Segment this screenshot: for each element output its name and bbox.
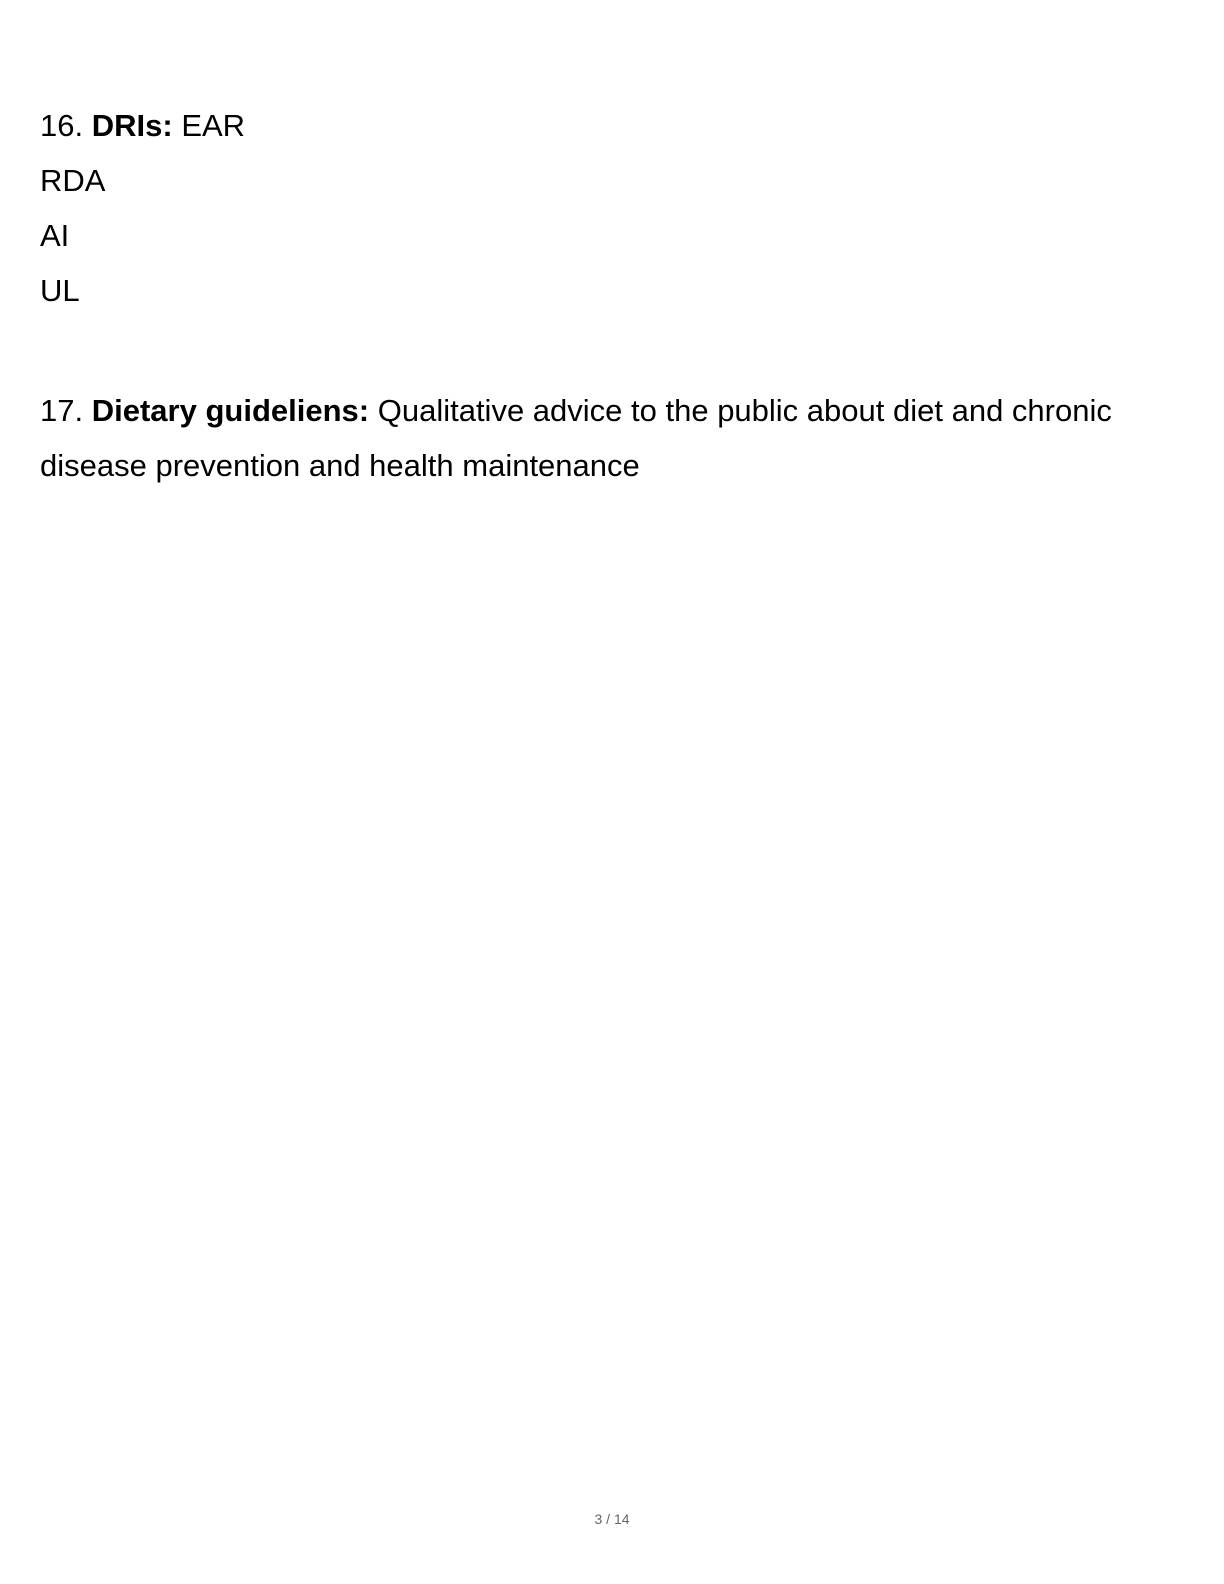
entry-value-line: RDA: [40, 163, 106, 198]
entry-definition: Qualitative advice to the public about diet and chronic disease prevention and health maintenance: [40, 393, 1112, 483]
entry-number: 17.: [40, 393, 84, 428]
entry-17: [40, 383, 1170, 493]
page-content: [40, 98, 1170, 493]
entry-value: EAR: [181, 108, 246, 143]
page-indicator: 3 / 14: [594, 1511, 630, 1527]
entry-value-line: UL: [40, 273, 80, 308]
entry-17-paragraph: [40, 383, 1170, 493]
entry-number: 16.: [40, 108, 84, 143]
entry-spacer: [40, 318, 1170, 383]
entry-16-heading-line: [40, 98, 1170, 153]
entry-term: DRIs:: [91, 108, 173, 143]
entry-16: [40, 98, 1170, 318]
entry-value-line: AI: [40, 218, 70, 253]
entry-term: Dietary guideliens:: [91, 393, 370, 428]
